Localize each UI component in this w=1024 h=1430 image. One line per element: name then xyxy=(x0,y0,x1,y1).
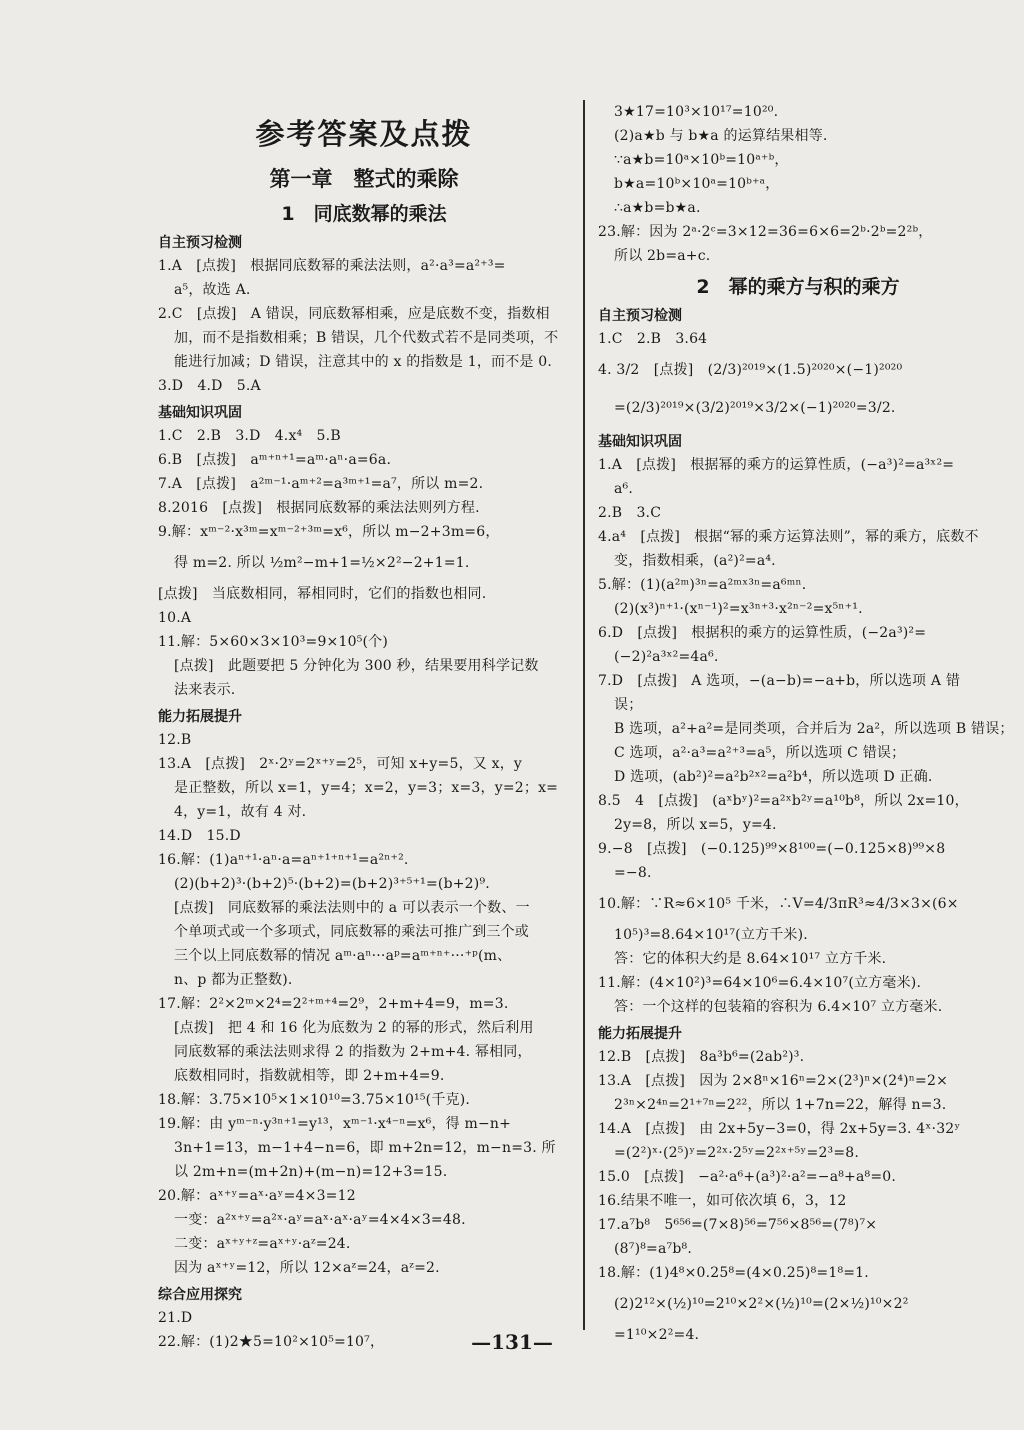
text-line: 1.A [点拨] 根据幂的乘方的运算性质，(−a³)²=a³ˣ²= xyxy=(598,457,955,473)
text-line: =−8. xyxy=(614,865,652,881)
text-line: 3★17=10³×10¹⁷=10²⁰. xyxy=(614,104,779,120)
text-line: 4，y=1，故有 4 对. xyxy=(174,804,307,820)
text-line: 4. 3/2 [点拨] (2/3)²⁰¹⁹×(1.5)²⁰²⁰×(−1)²⁰²⁰ xyxy=(598,362,903,378)
text-line: (8⁷)⁸=a⁷b⁸. xyxy=(614,1241,692,1257)
text-line: 11.解：5×60×3×10³=9×10⁵(个) xyxy=(158,634,389,650)
text-line: 20.解：aˣ⁺ʸ=aˣ·aʸ=4×3=12 xyxy=(158,1188,356,1204)
text-line: n、p 都为正整数). xyxy=(174,972,293,988)
text-line: 8.2016 [点拨] 根据同底数幂的乘法法则列方程. xyxy=(158,500,480,516)
text-line: 22.解：(1)2★5=10²×10⁵=10⁷， xyxy=(158,1334,385,1350)
subheading: 自主预习检测 xyxy=(158,235,242,251)
text-line: 一变：a²ˣ⁺ʸ=a²ˣ·aʸ=aˣ·aˣ·aʸ=4×4×3=48. xyxy=(174,1212,466,1228)
text-line: 18.解：(1)4⁸×0.25⁸=(4×0.25)⁸=1⁸=1. xyxy=(598,1265,869,1281)
subheading: 能力拓展提升 xyxy=(158,709,242,725)
text-line: [点拨] 把 4 和 16 化为底数为 2 的幂的形式，然后利用 xyxy=(174,1020,534,1036)
text-line: 所以 2b=a+c. xyxy=(614,248,711,264)
text-line: D 选项，(ab²)²=a²b²ˣ²=a²b⁴，所以选项 D 正确. xyxy=(614,769,933,785)
text-line: 15.0 [点拨] −a²·a⁶+(a³)²·a²=−a⁸+a⁸=0. xyxy=(598,1169,897,1185)
text-line: B 选项，a²+a²=是同类项，合并后为 2a²，所以选项 B 错误； xyxy=(614,721,1014,737)
text-line: 16.解：(1)aⁿ⁺¹·aⁿ·a=aⁿ⁺¹⁺ⁿ⁺¹=a²ⁿ⁺². xyxy=(158,852,409,868)
text-line: 6.B [点拨] aᵐ⁺ⁿ⁺¹=aᵐ·aⁿ·a=6a. xyxy=(158,452,392,468)
text-line: 能进行加减；D 错误，注意其中的 x 的指数是 1，而不是 0. xyxy=(174,354,553,370)
text-line: b★a=10ᵇ×10ᵃ=10ᵇ⁺ᵃ， xyxy=(614,176,780,192)
text-line: (2)a★b 与 b★a 的运算结果相等. xyxy=(614,128,828,144)
text-line: 7.A [点拨] a²ᵐ⁻¹·aᵐ⁺²=a³ᵐ⁺¹=a⁷，所以 m=2. xyxy=(158,476,484,492)
text-line: 21.D xyxy=(158,1310,193,1326)
page-title: 参考答案及点拨 xyxy=(255,117,473,151)
text-line: [点拨] 当底数相同，幂相同时，它们的指数也相同. xyxy=(158,586,487,602)
text-line: 18.解：3.75×10⁵×1×10¹⁰=3.75×10¹⁵(千克). xyxy=(158,1092,471,1108)
text-line: (−2)²a³ˣ²=4a⁶. xyxy=(614,649,719,665)
text-line: 3n+1=13，m−1+4−n=6，即 m+2n=12，m−n=3. 所 xyxy=(174,1140,556,1156)
text-line: 8.5 4 [点拨] (aˣbʸ)²=a²ˣb²ʸ=a¹⁰b⁸，所以 2x=10， xyxy=(598,793,969,809)
text-line: 1.C 2.B 3.D 4.x⁴ 5.B xyxy=(158,428,341,444)
text-line: =(2²)ˣ·(2⁵)ʸ=2²ˣ·2⁵ʸ=2²ˣ⁺⁵ʸ=2³=8. xyxy=(614,1145,860,1161)
text-line: 17.a⁷b⁸ 5⁶⁵⁶=(7×8)⁵⁶=7⁵⁶×8⁵⁶=(7⁸)⁷× xyxy=(598,1217,878,1233)
text-line: 7.D [点拨] A 选项，−(a−b)=−a+b，所以选项 A 错 xyxy=(598,673,961,689)
text-line: 17.解：2²×2ᵐ×2⁴=2²⁺ᵐ⁺⁴=2⁹，2+m+4=9，m=3. xyxy=(158,996,509,1012)
text-line: a⁵，故选 A. xyxy=(174,282,251,298)
text-line: 16.结果不唯一，如可依次填 6，3，12 xyxy=(598,1193,847,1209)
text-line: 13.A [点拨] 2ˣ·2ʸ=2ˣ⁺ʸ=2⁵，可知 x+y=5，又 x，y xyxy=(158,756,523,772)
text-line: 1.C 2.B 3.64 xyxy=(598,331,708,347)
text-line: 12.B [点拨] 8a³b⁶=(2ab²)³. xyxy=(598,1049,805,1065)
text-line: 3.D 4.D 5.A xyxy=(158,378,261,394)
text-line: 23.解：因为 2ᵃ·2ᶜ=3×12=36=6×6=2ᵇ·2ᵇ=2²ᵇ， xyxy=(598,224,933,240)
page-number: —131— xyxy=(471,1330,553,1354)
text-line: 1.A [点拨] 根据同底数幂的乘法法则，a²·a³=a²⁺³= xyxy=(158,258,506,274)
text-line: 10.解：∵R≈6×10⁵ 千米，∴V=4/3πR³≈4/3×3×(6× xyxy=(598,896,959,912)
text-line: 个单项式或一个多项式，同底数幂的乘法可推广到三个或 xyxy=(174,924,529,940)
text-line: [点拨] 此题要把 5 分钟化为 300 秒，结果要用科学记数 xyxy=(174,658,539,674)
subheading: 自主预习检测 xyxy=(598,308,682,324)
text-line: 10.A xyxy=(158,610,192,626)
text-line: 14.D 15.D xyxy=(158,828,241,844)
section-title-2: 2 幂的乘方与积的乘方 xyxy=(696,276,900,298)
text-line: 10⁵)³=8.64×10¹⁷(立方千米). xyxy=(614,927,808,943)
text-line: 6.D [点拨] 根据积的乘方的运算性质，(−2a³)²= xyxy=(598,625,927,641)
left-column xyxy=(158,100,570,1354)
text-line: 4.a⁴ [点拨] 根据“幂的乘方运算法则”，幂的乘方，底数不 xyxy=(598,529,979,545)
text-line: 2³ⁿ×2⁴ⁿ=2¹⁺⁷ⁿ=2²²，所以 1+7n=22，解得 n=3. xyxy=(614,1097,947,1113)
text-line: (2)2¹²×(½)¹⁰=2¹⁰×2²×(½)¹⁰=(2×½)¹⁰×2² xyxy=(614,1296,909,1312)
text-line: 9.解：xᵐ⁻²·x³ᵐ=xᵐ⁻²⁺³ᵐ=x⁶，所以 m−2+3m=6， xyxy=(158,524,500,540)
text-line: 12.B xyxy=(158,732,192,748)
text-line: 变，指数相乘，(a²)²=a⁴. xyxy=(614,553,776,569)
text-line: =(2/3)²⁰¹⁹×(3/2)²⁰¹⁹×3/2×(−1)²⁰²⁰=3/2. xyxy=(614,400,896,416)
text-line: 14.A [点拨] 由 2x+5y−3=0，得 2x+5y=3. 4ˣ·32ʸ xyxy=(598,1121,961,1137)
text-line: (2)(x³)ⁿ⁺¹·(xⁿ⁻¹)²=x³ⁿ⁺³·x²ⁿ⁻²=x⁵ⁿ⁺¹. xyxy=(614,601,863,617)
text-line: 9.−8 [点拨] (−0.125)⁹⁹×8¹⁰⁰=(−0.125×8)⁹⁹×8 xyxy=(598,841,946,857)
right-column xyxy=(598,100,1014,1347)
subheading: 综合应用探究 xyxy=(158,1287,242,1303)
text-line: ∴a★b=b★a. xyxy=(614,200,701,216)
text-line: 三个以上同底数幂的情况 aᵐ·aⁿ···aᵖ=aᵐ⁺ⁿ⁺···⁺ᵖ(m、 xyxy=(174,948,512,964)
text-line: C 选项，a²·a³=a²⁺³=a⁵，所以选项 C 错误； xyxy=(614,745,906,761)
text-line: 11.解：(4×10²)³=64×10⁶=6.4×10⁷(立方毫米). xyxy=(598,975,922,991)
text-line: 13.A [点拨] 因为 2×8ⁿ×16ⁿ=2×(2³)ⁿ×(2⁴)ⁿ=2× xyxy=(598,1073,949,1089)
text-line: (2)(b+2)³·(b+2)⁵·(b+2)=(b+2)³⁺⁵⁺¹=(b+2)⁹. xyxy=(174,876,490,892)
text-line: 同底数幂的乘法法则求得 2 的指数为 2+m+4. 幂相同， xyxy=(174,1044,532,1060)
subheading: 基础知识巩固 xyxy=(158,405,242,421)
text-line: 以 2m+n=(m+2n)+(m−n)=12+3=15. xyxy=(174,1164,448,1180)
text-line: 2.C [点拨] A 错误，同底数幂相乘，应是底数不变，指数相 xyxy=(158,306,550,322)
text-line: 底数相同时，指数就相等，即 2+m+4=9. xyxy=(174,1068,445,1084)
text-line: 是正整数，所以 x=1，y=4；x=2，y=3；x=3，y=2；x= xyxy=(174,780,559,796)
text-line: =1¹⁰×2²=4. xyxy=(614,1327,700,1343)
text-line: 19.解：由 yᵐ⁻ⁿ·y³ⁿ⁺¹=y¹³，xᵐ⁻¹·x⁴⁻ⁿ=x⁶，得 m−n+ xyxy=(158,1116,512,1132)
subheading: 基础知识巩固 xyxy=(598,434,682,450)
subheading: 能力拓展提升 xyxy=(598,1026,682,1042)
text-line: 2.B 3.C xyxy=(598,505,662,521)
text-line: 二变：aˣ⁺ʸ⁺ᶻ=aˣ⁺ʸ·aᶻ=24. xyxy=(174,1236,351,1252)
chapter-title: 第一章 整式的乘除 xyxy=(269,167,459,191)
text-line: 答：一个这样的包装箱的容积为 6.4×10⁷ 立方毫米. xyxy=(614,999,943,1015)
text-line: ∵a★b=10ᵃ×10ᵇ=10ᵃ⁺ᵇ， xyxy=(614,152,789,168)
section-title-1: 1 同底数幂的乘法 xyxy=(281,203,447,225)
text-line: 加，而不是指数相乘；B 错误，几个代数式若不是同类项，不 xyxy=(174,330,559,346)
text-line: 2y=8，所以 x=5，y=4. xyxy=(614,817,777,833)
text-line: 误； xyxy=(614,697,643,713)
text-line: 得 m=2. 所以 ½m²−m+1=½×2²−2+1=1. xyxy=(174,555,470,571)
text-line: 5.解：(1)(a²ᵐ)³ⁿ=a²ᵐˣ³ⁿ=a⁶ᵐⁿ. xyxy=(598,577,807,593)
text-line: 因为 aˣ⁺ʸ=12，所以 12×aᶻ=24，aᶻ=2. xyxy=(174,1260,440,1276)
column-divider xyxy=(583,100,585,1330)
text-line: 法来表示. xyxy=(174,682,236,698)
text-line: 答：它的体积大约是 8.64×10¹⁷ 立方千米. xyxy=(614,951,887,967)
text-line: a⁶. xyxy=(614,481,634,497)
text-line: [点拨] 同底数幂的乘法法则中的 a 可以表示一个数、一 xyxy=(174,900,530,916)
